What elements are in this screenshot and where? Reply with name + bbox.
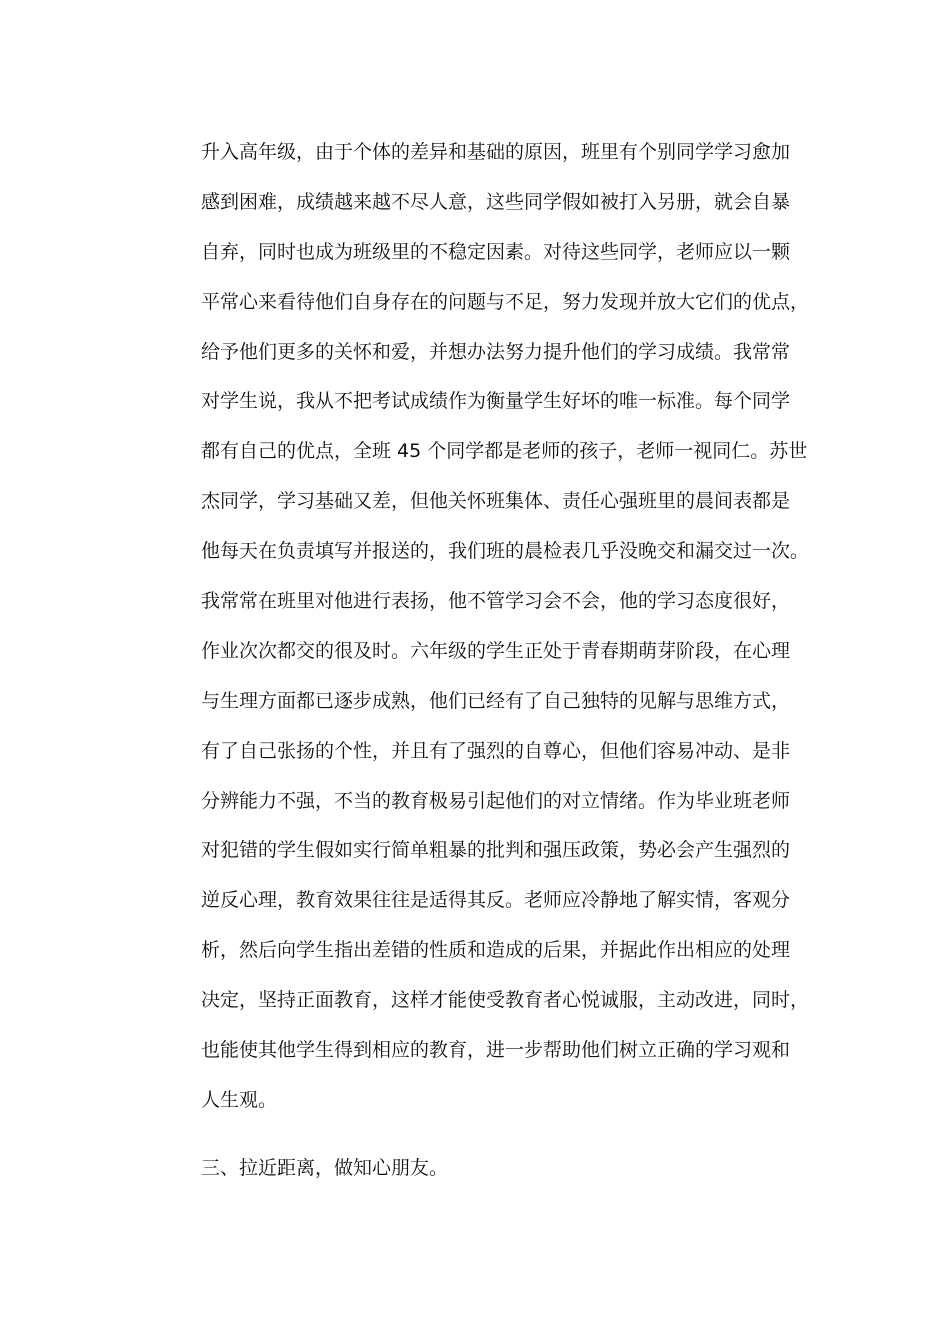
paragraph-line: 分辨能力不强，不当的教育极易引起他们的对立情绪。作为毕业班老师 [201, 789, 791, 812]
paragraph-line: 感到困难，成绩越来越不尽人意，这些同学假如被打入另册，就会自暴 [201, 190, 791, 213]
paragraph-line: 自弃，同时也成为班级里的不稳定因素。对待这些同学，老师应以一颗 [201, 240, 791, 263]
paragraph-line: 对犯错的学生假如实行简单粗暴的批判和强压政策，势必会产生强烈的 [201, 839, 791, 862]
body-paragraph [201, 128, 821, 1126]
paragraph-line: 析，然后向学生指出差错的性质和造成的后果，并据此作出相应的处理 [201, 939, 791, 962]
paragraph-line: 都有自己的优点，全班 45 个同学都是老师的孩子，老师一视同仁。苏世 [201, 440, 808, 463]
paragraph-line: 与生理方面都已逐步成熟，他们已经有了自己独特的见解与思维方式， [201, 689, 791, 712]
paragraph-line: 决定，坚持正面教育，这样才能使受教育者心悦诚服，主动改进，同时， [201, 989, 810, 1012]
paragraph-line: 也能使其他学生得到相应的教育，进一步帮助他们树立正确的学习观和 [201, 1039, 791, 1062]
paragraph-line: 作业次次都交的很及时。六年级的学生正处于青春期萌芽阶段，在心理 [201, 639, 791, 662]
paragraph-line: 升入高年级，由于个体的差异和基础的原因，班里有个别同学学习愈加 [201, 141, 791, 163]
paragraph-line: 给予他们更多的关怀和爱，并想办法努力提升他们的学习成绩。我常常 [201, 340, 791, 363]
paragraph-line: 人生观。 [201, 1088, 278, 1111]
paragraph-line: 有了自己张扬的个性，并且有了强烈的自尊心，但他们容易冲动、是非 [201, 739, 791, 762]
paragraph-line: 平常心来看待他们自身存在的问题与不足，努力发现并放大它们的优点， [201, 290, 810, 313]
paragraph-line: 杰同学，学习基础又差，但他关怀班集体、责任心强班里的晨间表都是 [201, 490, 791, 513]
paragraph-line: 我常常在班里对他进行表扬，他不管学习会不会，他的学习态度很好， [201, 590, 791, 613]
section-heading: 三、拉近距离，做知心朋友。 [201, 1157, 449, 1179]
paragraph-line: 他每天在负责填写并报送的，我们班的晨检表几乎没晚交和漏交过一次。 [201, 540, 810, 563]
paragraph-line: 逆反心理，教育效果往往是适得其反。老师应冷静地了解实情，客观分 [201, 889, 791, 912]
paragraph-line: 对学生说，我从不把考试成绩作为衡量学生好坏的唯一标准。每个同学 [201, 390, 791, 413]
